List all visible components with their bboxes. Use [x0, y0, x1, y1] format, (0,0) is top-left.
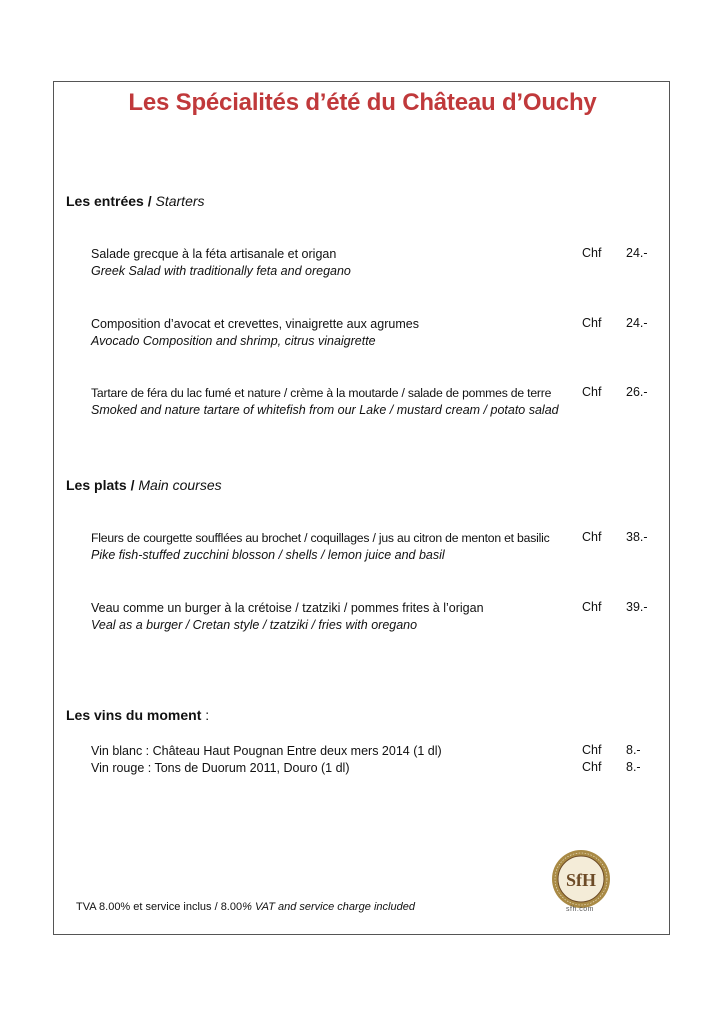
section-heading-starters: Les entrées / Starters — [66, 193, 205, 209]
vat-note-fr: TVA 8.00% et service inclus / 8.00 — [76, 901, 243, 913]
logo-monogram: SfH — [565, 870, 597, 890]
section-title-fr: Les entrées — [66, 193, 144, 209]
logo-url: sfh.com — [566, 906, 595, 913]
price: 38.- — [626, 530, 648, 544]
currency-label: Chf — [582, 246, 602, 260]
vat-note-en: % VAT and service charge included — [242, 901, 415, 913]
section-title-fr: Les vins du moment — [66, 707, 202, 723]
wine-label: Vin rouge : Tons de Duorum 2011, Douro (1 dl) — [91, 761, 350, 775]
dish-name-fr: Fleurs de courgette soufflées au brochet / coquillages / jus au citron de menton et basilic — [91, 531, 550, 545]
price: 39.- — [626, 600, 648, 614]
dish-name-en: Greek Salad with traditionally feta and oregano — [91, 264, 351, 278]
section-title-en: Main courses — [138, 477, 222, 493]
section-heading-mains: Les plats / Main courses — [66, 477, 222, 493]
dish-name-en: Pike fish-stuffed zucchini blosson / shells / lemon juice and basil — [91, 548, 445, 562]
section-heading-wines: Les vins du moment : — [66, 707, 210, 723]
menu-item — [91, 385, 591, 419]
dish-name-fr: Tartare de féra du lac fumé et nature / crème à la moutarde / salade de pommes de terre — [91, 386, 552, 400]
currency-label: Chf — [582, 600, 602, 614]
dish-name-en: Avocado Composition and shrimp, citrus vinaigrette — [91, 334, 376, 348]
currency-label: Chf — [582, 385, 602, 399]
price: 26.- — [626, 385, 648, 399]
wine-label: Vin blanc : Château Haut Pougnan Entre deux mers 2014 (1 dl) — [91, 744, 442, 758]
menu-item — [91, 246, 651, 280]
page-title: Les Spécialités d’été du Château d’Ouchy — [128, 89, 597, 116]
dish-name-fr: Salade grecque à la féta artisanale et origan — [91, 247, 337, 261]
currency-label: Chf — [582, 316, 602, 330]
currency-label: Chf — [582, 743, 602, 757]
section-title-fr: Les plats — [66, 477, 127, 493]
price: 24.- — [626, 316, 648, 330]
wine-item — [91, 743, 651, 760]
currency-label: Chf — [582, 760, 602, 774]
price: 24.- — [626, 246, 648, 260]
dish-name-fr: Composition d’avocat et crevettes, vinaigrette aux agrumes — [91, 317, 419, 331]
currency-label: Chf — [582, 530, 602, 544]
wine-item — [91, 760, 651, 777]
section-title-en: Starters — [155, 193, 205, 209]
menu-item — [91, 600, 651, 634]
dish-name-en: Veal as a burger / Cretan style / tzatziki / fries with oregano — [91, 618, 418, 632]
menu-item — [91, 316, 651, 350]
vat-note — [76, 901, 415, 913]
sfh-logo — [551, 849, 611, 909]
price: 8.- — [626, 760, 641, 774]
dish-name-fr: Veau comme un burger à la crétoise / tzatziki / pommes frites à l’origan — [91, 601, 484, 615]
menu-item — [91, 530, 591, 564]
menu-border — [53, 81, 670, 935]
price: 8.- — [626, 743, 641, 757]
dish-name-en: Smoked and nature tartare of whitefish from our Lake / mustard cream / potato salad — [91, 403, 559, 417]
